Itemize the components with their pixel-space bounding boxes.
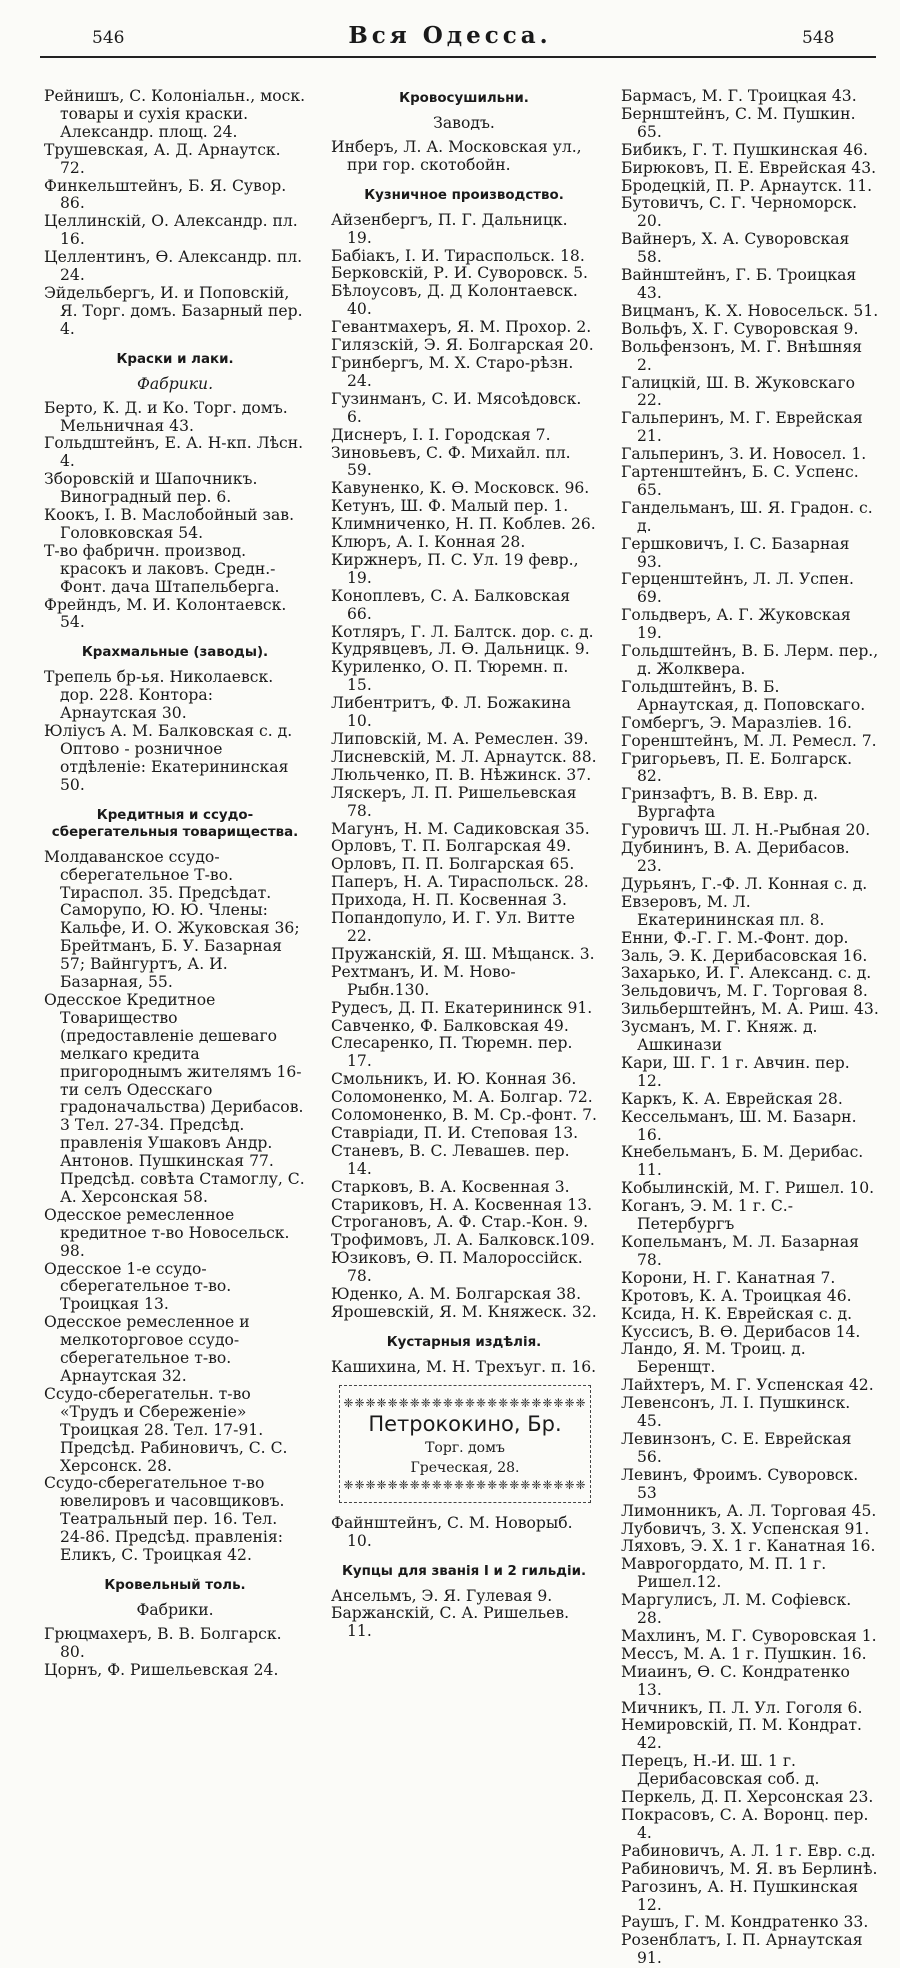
directory-entry: Юденко, А. М. Болгарская 38. bbox=[331, 1285, 582, 1304]
directory-entry: Вайнштейнъ, Г. Б. Троицкая 43. bbox=[621, 266, 857, 302]
directory-entry: Диснеръ, І. І. Городская 7. bbox=[331, 425, 551, 444]
subheading-fabriki-2: Фабрики. bbox=[136, 1600, 214, 1619]
directory-entry: Рехтманъ, И. М. Ново-Рыбн.130. bbox=[331, 962, 516, 999]
directory-entry: Грюцмахеръ, В. В. Болгарск. 80. bbox=[44, 1624, 282, 1661]
directory-entry: Заль, Э. К. Дерибасовская 16. bbox=[621, 946, 868, 965]
directory-entry: Орловъ, Т. П. Болгарская 49. bbox=[331, 837, 572, 856]
directory-entry: Бабіакъ, І. И. Тираспольск. 18. bbox=[331, 246, 585, 265]
directory-entry: Гандельманъ, Ш. Я. Градон. с. д. bbox=[621, 498, 873, 535]
ad-line-2: Греческая, 28. bbox=[410, 1459, 520, 1476]
header-rule bbox=[40, 56, 876, 58]
directory-entry: Кавуненко, К. Ѳ. Московск. 96. bbox=[331, 479, 590, 498]
directory-entry: Зборовскій и Шапочникъ. Виноградный пер. 6. bbox=[44, 470, 258, 507]
directory-entry: Ландо, Я. М. Троиц. д. Беренщт. bbox=[621, 1340, 806, 1377]
directory-entry: Рабиновичъ, А. Л. 1 г. Евр. с.д. bbox=[621, 1841, 876, 1860]
entries-krahmal bbox=[44, 669, 306, 794]
directory-entry: Попандопуло, И. Г. Ул. Витте 22. bbox=[331, 909, 576, 945]
column-right bbox=[621, 88, 879, 1968]
ad-company-name: Петрококино, Бр. bbox=[368, 1411, 562, 1436]
ad-line-1: Торг. домъ bbox=[425, 1439, 505, 1456]
directory-entry: Ляховъ, Э. Х. 1 г. Канатная 16. bbox=[621, 1537, 876, 1556]
entries-kraski bbox=[44, 400, 306, 633]
directory-entry: Кнебельманъ, Б. М. Дерибас. 11. bbox=[621, 1143, 864, 1180]
directory-entry: Рудесъ, Д. П. Екатерининск 91. bbox=[331, 998, 593, 1017]
directory-entry: Стариковъ, Н. А. Косвенная 13. bbox=[331, 1195, 593, 1214]
directory-entry: Бродецкій, П. Р. Арнаутск. 11. bbox=[621, 176, 873, 195]
directory-entry: Герценштейнъ, Л. Л. Успен. 69. bbox=[621, 570, 854, 607]
directory-entry: Смольникъ, И. Ю. Конная 36. bbox=[331, 1070, 577, 1089]
directory-entry: Енни, Ф.-Г. Г. М.-Фонт. дор. bbox=[621, 928, 849, 947]
directory-entry: Станевъ, В. С. Левашев. пер. 14. bbox=[331, 1141, 570, 1178]
directory-entry: Гартенштейнъ, Б. С. Успенс. 65. bbox=[621, 463, 859, 499]
entries-krovel bbox=[44, 1626, 306, 1680]
directory-entry: Каркъ, К. А. Еврейская 28. bbox=[621, 1089, 843, 1108]
directory-entry: Ляскеръ, Л. П. Ришельевская 78. bbox=[331, 783, 577, 820]
directory-entry: Рагозинъ, А. Н. Пушкинская 12. bbox=[621, 1877, 859, 1914]
section-heading-kustar: Кустарныя издѣлія. bbox=[386, 1334, 542, 1350]
directory-entry: Одесское Кредитное Товарищество (предоставленіе дешеваго мелкаго кредита пригороднымъ жителямъ 16-ти селъ Одесскаго градоначальства) Дерибасов. 3 Тел. 27-34. Предсѣд. правленія Ушаковъ Андр. Антонов. Пушкинская 77. Предсѣд. совѣта Стамоглу, С. А. Херсонская 58. bbox=[44, 990, 305, 1206]
directory-entry: Бѣлоусовъ, Д. Д Колонтаевск. 40. bbox=[331, 282, 578, 319]
directory-entry: Лисневскій, М. Л. Арнаутск. 88. bbox=[331, 747, 597, 766]
directory-entry: Кротовъ, К. А. Троицкая 46. bbox=[621, 1286, 852, 1305]
directory-entry: Лимонникъ, А. Л. Торговая 45. bbox=[621, 1501, 877, 1520]
directory-entry: Махлинъ, М. Г. Суворовская 1. bbox=[621, 1626, 877, 1645]
column-middle bbox=[331, 88, 597, 1641]
directory-entry: Гольдштейнъ, Е. А. Н-кп. Лѣсн. 4. bbox=[44, 434, 304, 471]
directory-entry: Лубовичъ, З. Х. Успенская 91. bbox=[621, 1519, 870, 1538]
section-heading-krahmal: Крахмальные (заводы). bbox=[81, 645, 269, 661]
directory-entry: Раушъ, Г. М. Кондратенко 33. bbox=[621, 1913, 869, 1932]
directory-entry: Коганъ, Э. М. 1 г. С.-Петербургъ bbox=[621, 1197, 793, 1234]
directory-entry: Одесское ремесленное и мелкоторговое ссудо-сберегательное т-во. Арнаутская 32. bbox=[44, 1313, 250, 1385]
directory-entry: Юзиковъ, Ѳ. П. Малороссійск. 78. bbox=[331, 1249, 583, 1286]
directory-entry: Т-во фабричн. производ. красокъ и лаковъ. Средн.-Фонт. дача Штапельберга. bbox=[44, 541, 280, 596]
directory-entry: Пружанскій, Я. Ш. Мѣщанск. 3. bbox=[331, 944, 595, 963]
directory-entry: Эйдельбергъ, И. и Поповскій, Я. Торг. домъ. Базарный пер. 4. bbox=[44, 283, 303, 338]
directory-entry: Левинзонъ, С. Е. Еврейская 56. bbox=[621, 1429, 852, 1466]
directory-entry: Трушевская, А. Д. Арнаутск. 72. bbox=[44, 140, 281, 177]
directory-entry: Либентритъ, Ф. Л. Божакина 10. bbox=[331, 694, 571, 731]
directory-entry: Котляръ, Г. Л. Балтск. дор. с. д. bbox=[331, 622, 594, 641]
running-title: Вся Одесса. bbox=[348, 22, 552, 49]
advertisement-box bbox=[339, 1385, 591, 1503]
directory-entry: Левенсонъ, Л. І. Пушкинск. 45. bbox=[621, 1394, 851, 1431]
directory-entry: Вольфъ, Х. Г. Суворовская 9. bbox=[621, 319, 859, 338]
section-heading-kuptsy: Купцы для званія I и 2 гильдіи. bbox=[341, 1563, 587, 1579]
directory-entry: Коокъ, І. В. Маслобойный зав. Головковская 54. bbox=[44, 506, 295, 542]
directory-entry: Гольдверъ, А. Г. Жуковская 19. bbox=[621, 606, 851, 643]
directory-entry: Зусманъ, М. Г. Княж. д. Ашкинази bbox=[621, 1018, 818, 1055]
directory-entry: Гуровичъ Ш. Л. Н.-Рыбная 20. bbox=[621, 821, 871, 840]
directory-entry: Целлинскій, О. Александр. пл. 16. bbox=[44, 212, 298, 249]
directory-entry: Покрасовъ, С. А. Воронц. пер. 4. bbox=[621, 1806, 869, 1842]
directory-entry: Магунъ, Н. М. Садиковская 35. bbox=[331, 819, 590, 838]
directory-entry: Гальперинъ, З. И. Новосел. 1. bbox=[621, 445, 867, 464]
directory-entry: Гринзафтъ, В. В. Евр. д. Вургафта bbox=[621, 785, 818, 822]
section-heading-krovosush: Кровосушильни. bbox=[399, 91, 529, 106]
directory-entry: Вайнеръ, Х. А. Суворовская 58. bbox=[621, 230, 850, 267]
directory-entry: Ярошевскій, Я. М. Княжеск. 32. bbox=[331, 1303, 597, 1321]
directory-entry: Маврогордато, М. П. 1 г. Ришел.12. bbox=[621, 1555, 827, 1592]
directory-entry: Вольфензонъ, М. Г. Внѣшняя 2. bbox=[621, 337, 863, 374]
directory-entry: Бернштейнъ, С. М. Пушкин. 65. bbox=[621, 104, 856, 141]
directory-entry: Куриленко, О. П. Тюремн. п. 15. bbox=[331, 658, 569, 695]
section-heading-krovel: Кровельный толь. bbox=[104, 1577, 246, 1593]
directory-entry: Мессъ, М. А. 1 г. Пушкин. 16. bbox=[621, 1644, 867, 1663]
directory-entry: Орловъ, П. П. Болгарская 65. bbox=[331, 855, 575, 874]
section-heading-kraski: Краски и лаки. bbox=[116, 351, 234, 367]
directory-entry: Розенблатъ, І. П. Арнаутская 91. bbox=[621, 1931, 863, 1968]
directory-entry: Зельдовичъ, М. Г. Торговая 8. bbox=[621, 982, 868, 1001]
page-number-left: 546 bbox=[92, 28, 125, 48]
directory-entry: Целлентинъ, Ѳ. Александр. пл. 24. bbox=[44, 248, 303, 285]
directory-entry: Дурьянъ, Г.-Ф. Л. Конная с. д. bbox=[621, 874, 868, 893]
directory-entry: Бибикъ, Г. Т. Пушкинская 46. bbox=[621, 140, 868, 159]
entries-kuptsy bbox=[331, 1588, 597, 1642]
directory-entry: Лайхтеръ, М. Г. Успенская 42. bbox=[621, 1376, 874, 1395]
directory-entry: Айзенбергъ, П. Г. Дальницк. 19. bbox=[331, 210, 568, 247]
directory-entry: Галицкій, Ш. В. Жуковскаго 22. bbox=[621, 373, 856, 410]
directory-entry: Зиновьевъ, С. Ф. Михайл. пл. 59. bbox=[331, 443, 571, 480]
directory-entry: Куссисъ, В. Ѳ. Дерибасов 14. bbox=[621, 1322, 861, 1341]
directory-entry: Гузинманъ, С. И. Мясоѣдовск. 6. bbox=[331, 389, 582, 426]
directory-entry: Дубининъ, В. А. Дерибасов. 23. bbox=[621, 839, 850, 875]
directory-entry: Фрейндъ, М. И. Колонтаевск. 54. bbox=[44, 595, 287, 632]
directory-entry: Кари, Ш. Г. 1 г. Авчин. пер. 12. bbox=[621, 1053, 850, 1090]
directory-entry: Паперъ, Н. А. Тираспольск. 28. bbox=[331, 873, 589, 892]
directory-entry: Берковскій, Р. И. Суворовск. 5. bbox=[331, 264, 588, 283]
directory-entry: Евзеровъ, М. Л. Екатерининская пл. 8. bbox=[621, 892, 825, 929]
directory-entry: Финкельштейнъ, Б. Я. Сувор. 86. bbox=[44, 176, 287, 213]
directory-entry: Гевантмахеръ, Я. М. Прохор. 2. bbox=[331, 318, 592, 337]
directory-entry: Перецъ, Н.-И. Ш. 1 г. Дерибасовская соб. д. bbox=[621, 1752, 820, 1789]
ad-ornament-top: ❈❈❈❈❈❈❈❈❈❈❈❈❈❈❈❈❈❈❈❈❈❈ bbox=[343, 1395, 587, 1410]
directory-entry: Бутовичъ, С. Г. Черноморск. 20. bbox=[621, 194, 858, 231]
ad-ornament-bottom: ❈❈❈❈❈❈❈❈❈❈❈❈❈❈❈❈❈❈❈❈❈❈ bbox=[343, 1477, 587, 1492]
directory-entry: Люльченко, П. В. Нѣжинск. 37. bbox=[331, 765, 592, 784]
directory-entry: Одесское ремесленное кредитное т-во Новосельск. 98. bbox=[44, 1205, 290, 1260]
subheading-zavod: Заводъ. bbox=[433, 114, 495, 132]
directory-entry: Захарько, И. Г. Александ. с. д. bbox=[621, 964, 872, 983]
directory-entry: Гальперинъ, М. Г. Еврейская 21. bbox=[621, 409, 863, 446]
directory-entry: Маргулисъ, Л. М. Софіевск. 28. bbox=[621, 1591, 852, 1628]
page-header bbox=[0, 22, 900, 62]
directory-entry: Клюръ, А. І. Конная 28. bbox=[331, 533, 526, 552]
directory-entry: Григорьевъ, П. Е. Болгарск. 82. bbox=[621, 749, 853, 786]
directory-entry: Ставріади, П. И. Степовая 13. bbox=[331, 1123, 579, 1142]
entries-kuptsy-continued bbox=[621, 88, 879, 1968]
directory-entry: Копельманъ, М. Л. Базарная 78. bbox=[621, 1233, 860, 1269]
directory-entry: Гольдштейнъ, В. Б. Лерм. пер., д. Жолквера. bbox=[621, 642, 879, 678]
directory-entry: Трофимовъ, Л. А. Балковск.109. bbox=[331, 1231, 595, 1250]
directory-entry: Старковъ, В. А. Косвенная 3. bbox=[331, 1177, 570, 1196]
directory-entry: Немировскій, П. М. Кондрат. 42. bbox=[621, 1716, 862, 1753]
section-heading-kuzn: Кузничное производство. bbox=[364, 187, 564, 203]
directory-entry: Горенштейнъ, М. Л. Ремесл. 7. bbox=[621, 731, 877, 750]
directory-entry: Коноплевъ, С. А. Балковская 66. bbox=[331, 586, 571, 623]
directory-entry: Баржанскій, С. А. Ришельев. 11. bbox=[331, 1604, 570, 1641]
directory-entry: Миаинъ, Ѳ. С. Кондратенко 13. bbox=[621, 1662, 850, 1699]
directory-entry: Рейнишъ, С. Колоніальн., моск. товары и сухія краски. Александр. площ. 24. bbox=[44, 87, 306, 141]
directory-entry: Левинъ, Фроимъ. Суворовск. 53 bbox=[621, 1465, 859, 1502]
directory-entry: Корони, Н. Г. Канатная 7. bbox=[621, 1268, 836, 1287]
entries-krovosush bbox=[331, 139, 597, 175]
directory-entry: Климниченко, Н. П. Коблев. 26. bbox=[331, 515, 596, 534]
directory-entry: Слесаренко, П. Тюремн. пер. 17. bbox=[331, 1034, 573, 1071]
directory-entry: Берто, К. Д. и Ко. Торг. домъ. Мельничная 43. bbox=[44, 398, 288, 435]
directory-entry: Киржнеръ, П. С. Ул. 19 февр., 19. bbox=[331, 550, 579, 587]
directory-entry: Савченко, Ф. Балковская 49. bbox=[331, 1016, 569, 1035]
directory-entry: Юліусъ А. М. Балковская с. д. Оптово - розничное отдѣленіе: Екатерининская 50. bbox=[44, 722, 293, 794]
directory-entry: Молдаванское ссудо-сберегательное Т-во. Тираспол. 35. Предсѣдат. Саморупо, Ю. Ю. Члены: Кальфе, И. О. Жуковская 36; Брейтманъ, Б. У. Базарная 57; Вайнгуртъ, А. И. Базарная, 55. bbox=[44, 847, 300, 992]
entries-kredit bbox=[44, 849, 306, 1565]
directory-entry: Кудрявцевъ, Л. Ѳ. Дальницк. 9. bbox=[331, 640, 590, 659]
directory-entry: Гомбергъ, Э. Маразліев. 16. bbox=[621, 713, 852, 732]
entries-kuzn bbox=[331, 212, 597, 1322]
entries-kustar bbox=[331, 1359, 597, 1377]
directory-entry: Трепель бр-ья. Николаевск. дор. 228. Контора: Арнаутская 30. bbox=[44, 668, 274, 723]
directory-entry: Одесское 1-е ссудо-сберегательное т-во. Троицкая 13. bbox=[44, 1259, 232, 1314]
directory-entry: Липовскій, М. А. Ремеслен. 39. bbox=[331, 730, 589, 748]
directory-entry: Бармасъ, М. Г. Троицкая 43. bbox=[621, 87, 857, 105]
directory-entry: Гершковичъ, І. С. Базарная 93. bbox=[621, 534, 850, 571]
directory-entry: Рабиновичъ, М. Я. въ Берлинѣ. bbox=[621, 1859, 878, 1878]
subheading-fabriki: Фабрики. bbox=[136, 374, 214, 393]
page-number-right: 548 bbox=[802, 28, 835, 48]
directory-entry: Ссудо-сберегательн. т-во «Трудъ и Сбереженіе» Троицкая 28. Тел. 17-91. Предсѣд. Рабиновичъ, С. С. Херсонск. 28. bbox=[44, 1384, 288, 1475]
directory-entry: Ссудо-сберегательное т-во ювелировъ и часовщиковъ. Театральный пер. 16. Тел. 24-86. Предсѣд. правленія: Еликъ, С. Троицкая 42. bbox=[44, 1474, 285, 1565]
directory-entry: Файнштейнъ, С. М. Новорыб. 10. bbox=[331, 1513, 573, 1550]
directory-entry: Кобылинскій, М. Г. Ришел. 10. bbox=[621, 1179, 875, 1198]
entries-continued bbox=[44, 88, 306, 339]
directory-entry: Мичникъ, П. Л. Ул. Гоголя 6. bbox=[621, 1698, 863, 1717]
directory-entry: Ансельмъ, Э. Я. Гулевая 9. bbox=[331, 1586, 553, 1605]
directory-entry: Бирюковъ, П. Е. Еврейская 43. bbox=[621, 158, 877, 177]
directory-entry: Прихода, Н. П. Косвенная 3. bbox=[331, 891, 567, 910]
directory-entry: Гринбергъ, М. Х. Старо-рѣзн. 24. bbox=[331, 353, 574, 390]
directory-entry: Цорнъ, Ф. Ришельевская 24. bbox=[44, 1660, 279, 1679]
directory-entry: Перкель, Д. П. Херсонская 23. bbox=[621, 1788, 874, 1807]
directory-entry: Зильберштейнъ, М. А. Риш. 43. bbox=[621, 1000, 879, 1019]
column-left bbox=[44, 88, 306, 1680]
directory-entry: Соломоненко, В. М. Ср.-фонт. 7. bbox=[331, 1106, 597, 1125]
directory-entry: Кессельманъ, Ш. М. Базарн. 16. bbox=[621, 1107, 857, 1144]
directory-entry: Гилязскій, Э. Я. Болгарская 20. bbox=[331, 336, 594, 355]
directory-entry: Гольдштейнъ, В. Б. Арнаутская, д. Поповскаго. bbox=[621, 677, 866, 714]
section-heading-kredit: Кредитныя и ссудо-сберегательныя товарищества. bbox=[51, 807, 299, 840]
entries-after-ad bbox=[331, 1515, 597, 1551]
directory-entry: Строгановъ, А. Ф. Стар.-Кон. 9. bbox=[331, 1213, 589, 1232]
directory-entry: Кашихина, М. Н. Трехъуг. п. 16. bbox=[331, 1357, 597, 1376]
directory-entry: Вицманъ, К. Х. Новосельск. 51. bbox=[621, 301, 879, 320]
directory-entry: Ксида, Н. К. Еврейская с. д. bbox=[621, 1304, 853, 1323]
directory-entry: Инберъ, Л. А. Московская ул., при гор. скотобойн. bbox=[331, 137, 582, 174]
directory-entry: Соломоненко, М. А. Болгар. 72. bbox=[331, 1088, 593, 1107]
directory-entry: Кетунъ, Ш. Ф. Малый пер. 1. bbox=[331, 497, 569, 516]
